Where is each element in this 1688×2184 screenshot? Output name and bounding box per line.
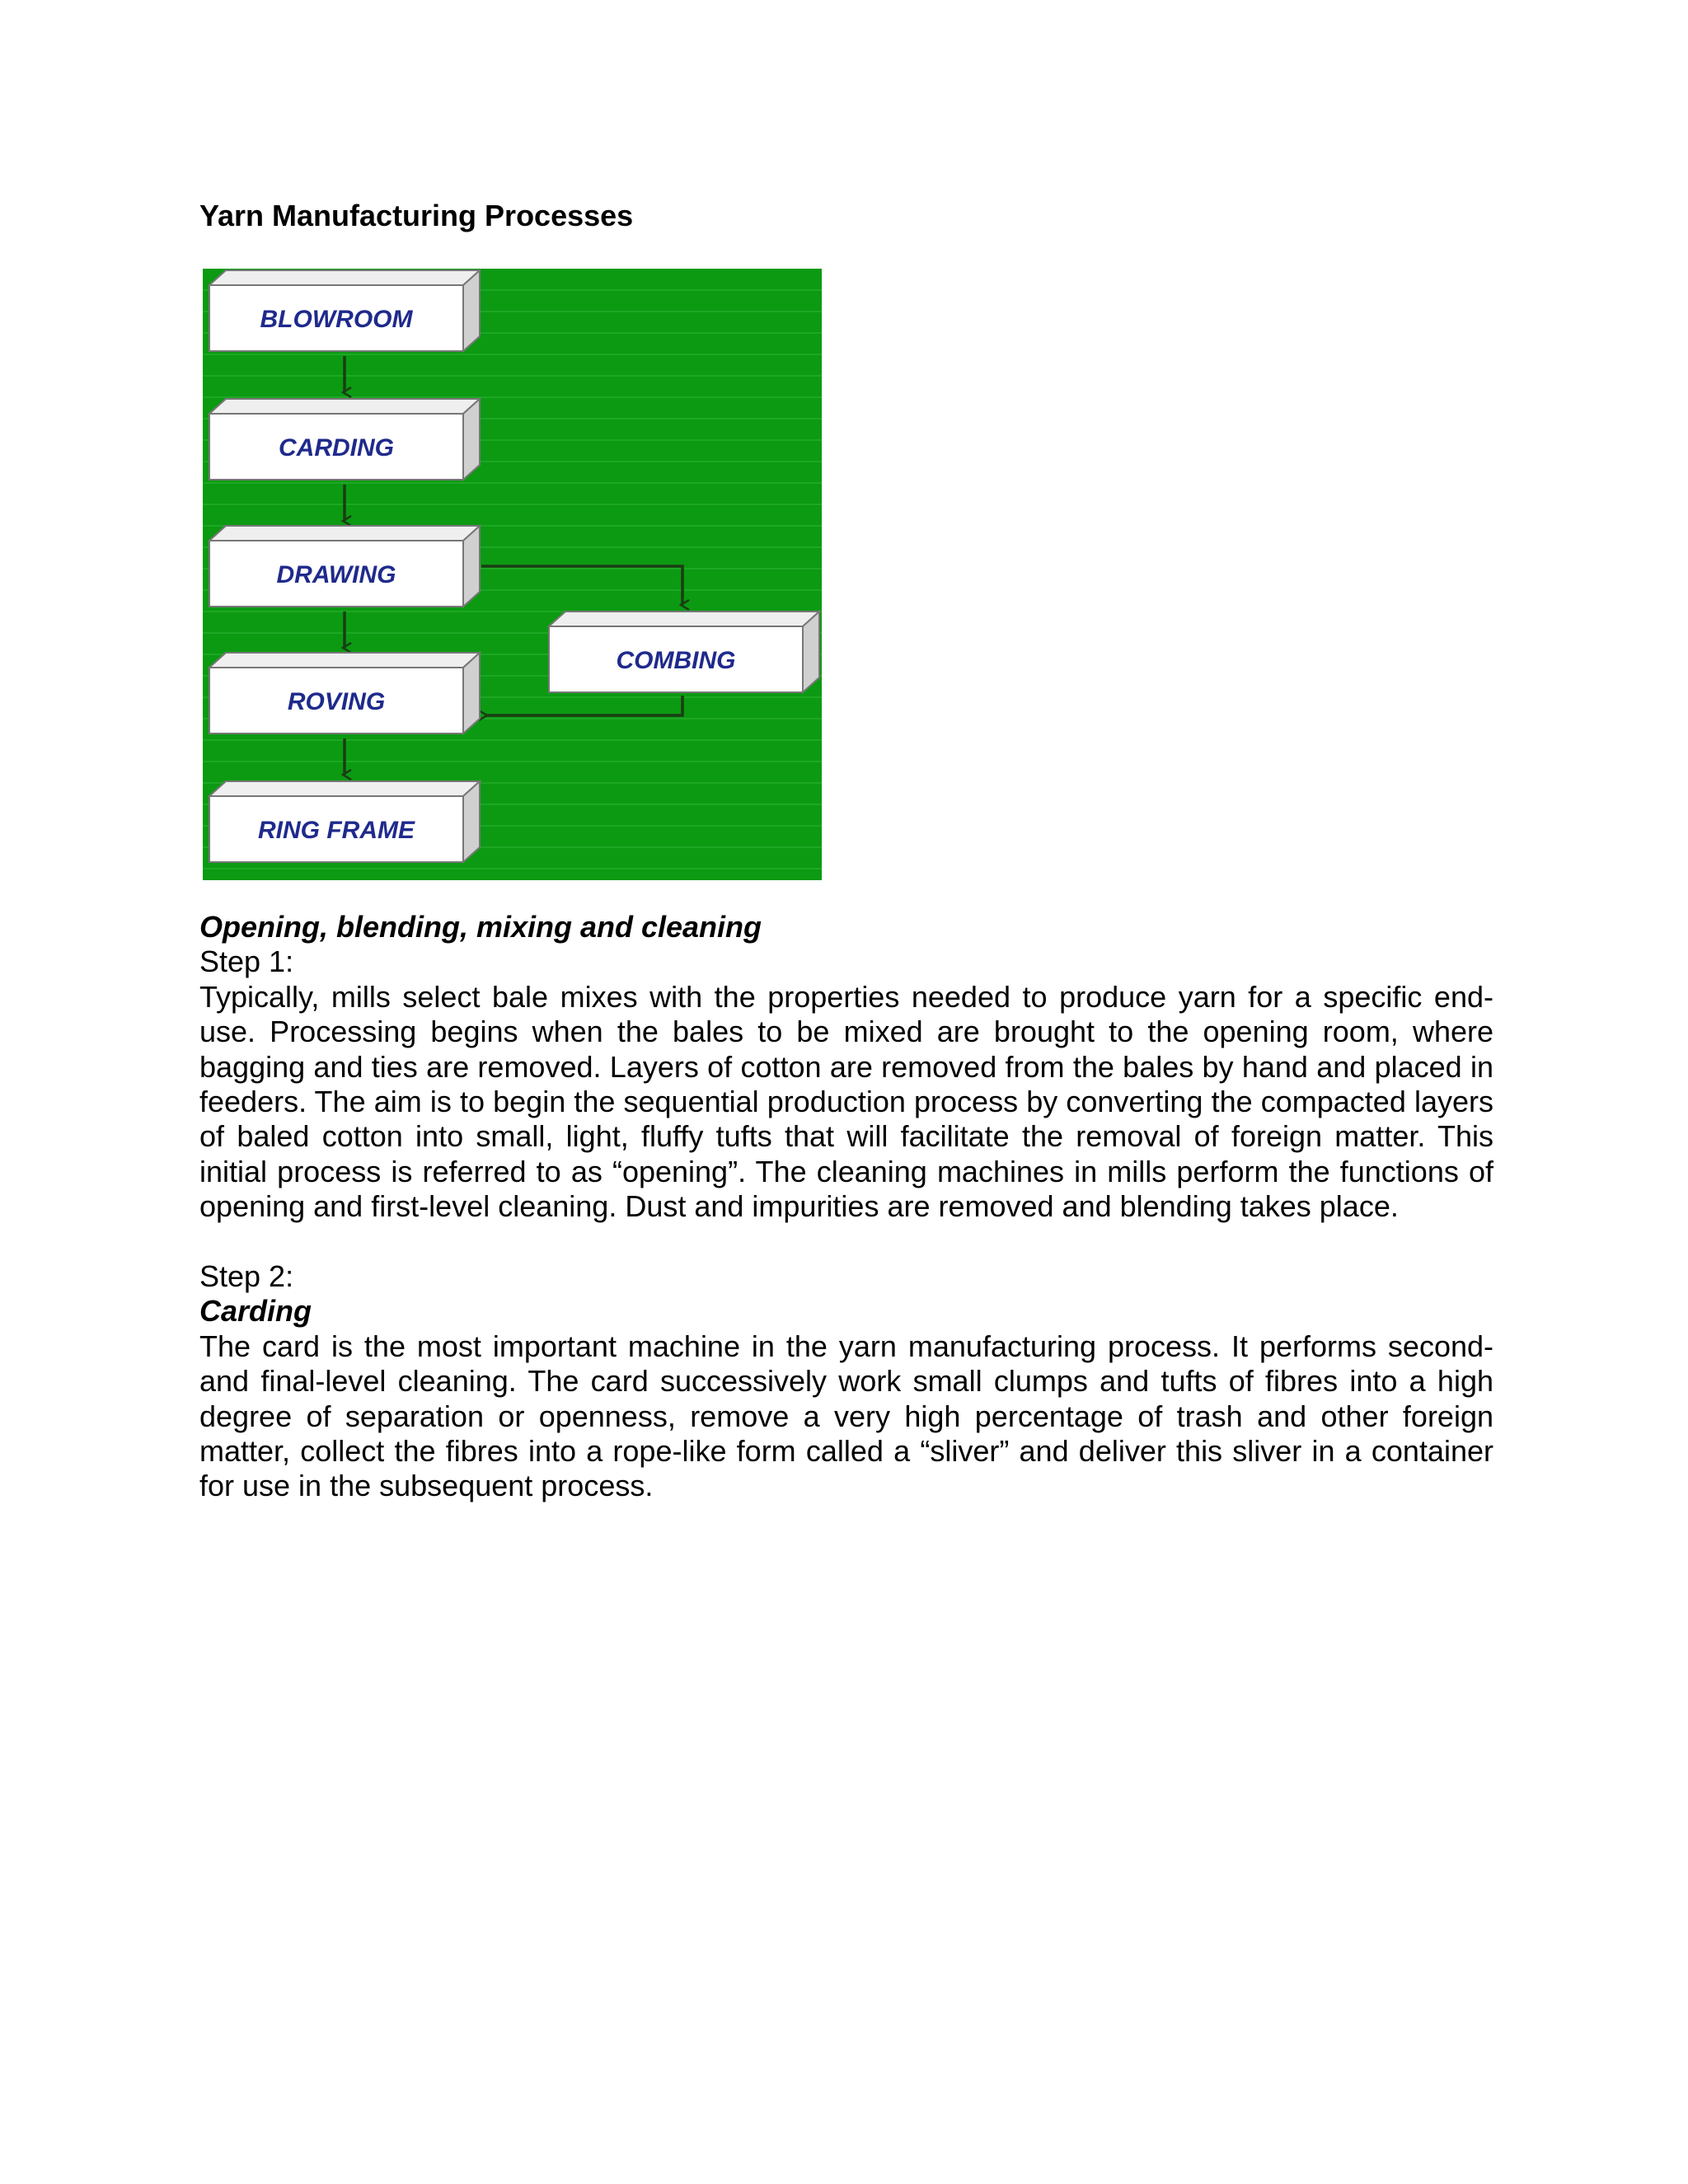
stage-box-drawing xyxy=(209,526,480,607)
section-heading-carding: Carding xyxy=(199,1294,312,1329)
step-label-2: Step 2: xyxy=(199,1259,294,1294)
stage-label-roving: ROVING xyxy=(287,688,386,715)
stage-label-drawing: DRAWING xyxy=(276,561,396,588)
stage-box-carding xyxy=(209,399,480,480)
step-label-1: Step 1: xyxy=(199,944,294,979)
page-title: Yarn Manufacturing Processes xyxy=(199,199,634,232)
stage-label-combing: COMBING xyxy=(616,647,736,674)
paragraph-gap xyxy=(199,1225,1493,1259)
stage-label-ring-frame: RING FRAME xyxy=(258,817,415,844)
paragraph-carding: The card is the most important machine in the yarn manufacturing process. It performs second-and final-level cleaning. The card successively work small clumps and tufts of fibres into a high degree of separation or openness, remove a very high percentage of trash and other foreign matter, collect the fibres into a rope-like form called a “sliver” and deliver this sliver in a container for use in the subsequent process. xyxy=(199,1329,1493,1503)
stage-box-ring-frame xyxy=(209,781,480,862)
stage-box-combing xyxy=(549,612,819,692)
section-heading-opening: Opening, blending, mixing and cleaning xyxy=(199,910,762,944)
stage-label-carding: CARDING xyxy=(279,434,394,462)
document-body xyxy=(199,910,1493,1504)
stage-label-blowroom: BLOWROOM xyxy=(260,306,413,333)
stage-box-roving xyxy=(209,653,480,733)
paragraph-opening: Typically, mills select bale mixes with the properties needed to produce yarn for a specific end-use. Processing begins when the bales to be mixed are brought to the opening room, where bagging and ties are removed. Layers of cotton are removed from the bales by hand and placed in feeders. The aim is to begin the sequential production process by converting the compacted layers of baled cotton into small, light, fluffy tufts that will facilitate the removal of foreign matter. This initial process is referred to as “opening”. The cleaning machines in mills perform the functions of opening and first-level cleaning. Dust and impurities are removed and blending takes place. xyxy=(199,979,1493,1224)
stage-box-blowroom xyxy=(209,270,480,351)
process-flow-diagram xyxy=(203,269,822,880)
